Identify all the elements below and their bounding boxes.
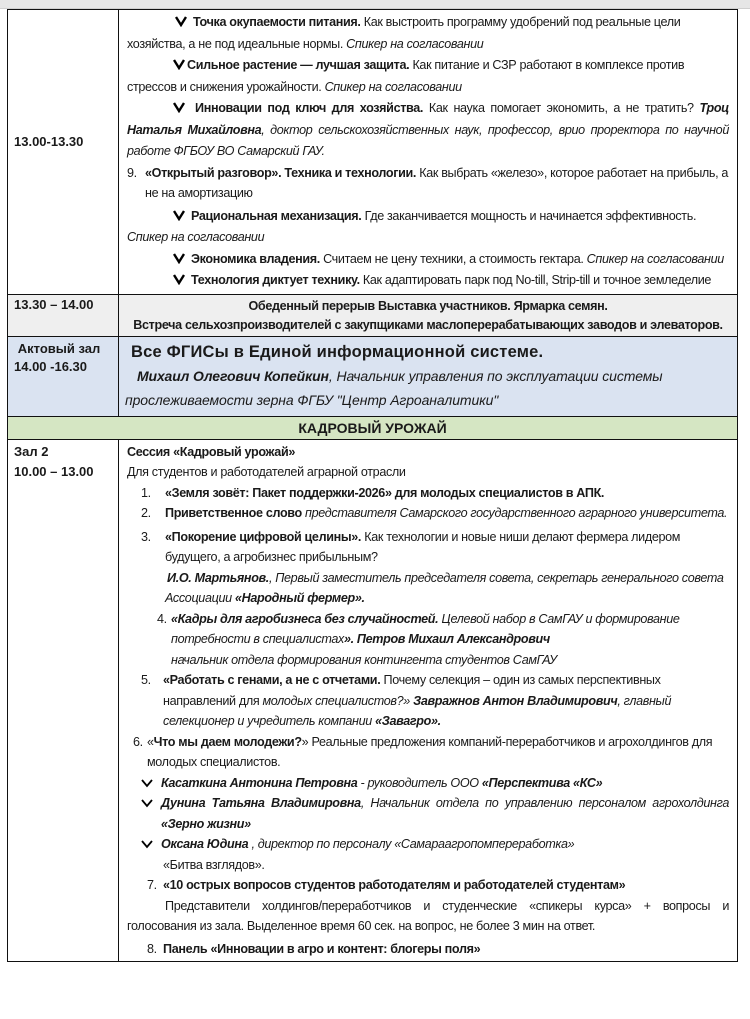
time-cell	[8, 439, 119, 962]
hall-label: Зал 2	[14, 443, 49, 459]
list-item: 5. «Работать с генами, а не с отчетами. Почему селекция – один из самых перспективных направлений для молодых специалистов?» Завражнов Антон Владимирович, главный селекционер и учредитель компании «Завагро».	[141, 673, 672, 728]
sub-item: Технология диктует технику. Как адаптировать парк под No-till, Strip-till и точное земледелие	[127, 270, 729, 292]
chevron-down-icon	[173, 273, 185, 285]
chevron-down-icon	[141, 838, 153, 850]
list-item: 2. Приветственное слово представителя Самарского государственного аграрного университета.	[141, 506, 728, 520]
person-item: Дунина Татьяна Владимировна, Начальник отдела по управлению персоналом агрохолдинга «Зерно жизни»	[127, 793, 729, 834]
chevron-down-icon	[173, 252, 185, 264]
table-row-session	[8, 439, 738, 962]
table-row-fgis	[8, 336, 738, 416]
time-label: 10.00 – 13.00	[14, 463, 94, 479]
table-row-lunch	[8, 294, 738, 336]
item-description: Представители холдингов/переработчиков и студенческие «спикеры курса» + вопросы и голосования из зала. Выделенное время 60 сек. на вопрос, не более 3 мин на ответ.	[127, 898, 729, 933]
speaker-name: Михаил Олегович Копейкин	[137, 367, 329, 384]
time-label: 13.30 – 14.00	[14, 296, 94, 312]
content-cell	[119, 10, 738, 295]
list-item: 8. Панель «Инновации в агро и контент: блогеры поля»	[147, 941, 481, 956]
content-cell	[119, 336, 738, 416]
list-item: 1. «Земля зовёт: Пакет поддержки-2026» для молодых специалистов в АПК.	[141, 485, 605, 500]
chevron-down-icon	[173, 209, 185, 221]
time-cell	[8, 336, 119, 416]
sub-item: Сильное растение — лучшая защита. Как питание и СЗР работают в комплексе против стрессов и снижения урожайности. Спикер на согласовании	[127, 58, 685, 94]
battle-label: «Битва взглядов».	[163, 857, 265, 872]
sub-item: Рациональная механизация. Где заканчивается мощность и начинается эффективность. Спикер на согласовании	[127, 208, 697, 244]
list-item: 3. «Покорение цифровой целины». Как технологии и новые ниши делают фермера лидером будущего, а агробизнес прибыльным? И.О. Мартьянов., Первый заместитель председателя совета, секретарь генерального совета Ассоциации «Народный фермер».	[141, 529, 724, 605]
session-subtitle: Для студентов и работодателей аграрной отрасли	[127, 465, 406, 479]
time-cell	[8, 294, 119, 336]
sub-item: Точка окупаемости питания. Как выстроить программу удобрений под реальные цели хозяйства, а не под идеальные нормы. Спикер на согласовании	[127, 15, 681, 51]
list-item: 6. «Что мы даем молодежи?» Реальные предложения компаний-переработчиков и агрохолдингов для молодых специалистов.	[133, 734, 713, 769]
session-title: Сессия «Кадровый урожай»	[127, 444, 295, 459]
content-cell	[119, 294, 738, 336]
table-row	[8, 10, 738, 295]
session-title: Все ФГИСы в Единой информационной системе.	[131, 342, 544, 361]
sub-item: Экономика владения. Считаем не цену техники, а стоимость гектара. Спикер на согласовании	[127, 249, 729, 271]
section-header-cell	[8, 416, 738, 439]
person-item: Касаткина Антонина Петровна - руководитель ООО «Перспектива «КС»	[127, 773, 729, 794]
person-item: Оксана Юдина , директор по персоналу «Самараагропомпереработка»	[127, 834, 729, 855]
content-cell	[119, 439, 738, 962]
chevron-down-icon	[141, 777, 153, 789]
list-item: 9. «Открытый разговор». Техника и технологии. Как выбрать «железо», которое работает на прибыль, а не на амортизацию	[127, 165, 729, 200]
speaker-role: , Начальник управления по эксплуатации системы прослеживаемости зерна ФГБУ "Центр Агроаналитики"	[125, 367, 663, 408]
program-table	[7, 9, 738, 962]
section-header-row	[8, 416, 738, 439]
chevron-down-icon	[173, 101, 185, 113]
chevron-down-icon	[175, 15, 187, 27]
lunch-line: Обеденный перерыв Выставка участников. Ярмарка семян.	[248, 298, 608, 313]
time-cell	[8, 10, 119, 295]
hall-label: Актовый зал	[17, 340, 101, 356]
lunch-line: Встреча сельхозпроизводителей с закупщиками маслоперерабатывающих заводов и элеваторов.	[133, 317, 723, 332]
window-top-strip	[0, 0, 750, 9]
chevron-down-icon	[141, 797, 153, 809]
section-title: КАДРОВЫЙ УРОЖАЙ	[298, 419, 447, 436]
list-item: 4. «Кадры для агробизнеса без случайностей. Целевой набор в СамГАУ и формирование потребности в специалистах». Петров Михаил Александрович начальник отдела формирования контингента студентов СамГАУ	[157, 611, 680, 667]
list-item: 7. «10 острых вопросов студентов работодателям и работодателей студентам»	[147, 878, 626, 892]
time-label: 13.00-13.30	[14, 133, 84, 149]
sub-item: Инновации под ключ для хозяйства. Как наука помогает экономить, а не тратить? Троц Наталья Михайловна, доктор сельскохозяйственных наук, профессор, врио проректора по научной работе ФГБОУ ВО Самарский ГАУ.	[127, 101, 729, 158]
time-label: 14.00 -16.30	[14, 358, 88, 374]
chevron-down-icon	[173, 58, 185, 70]
